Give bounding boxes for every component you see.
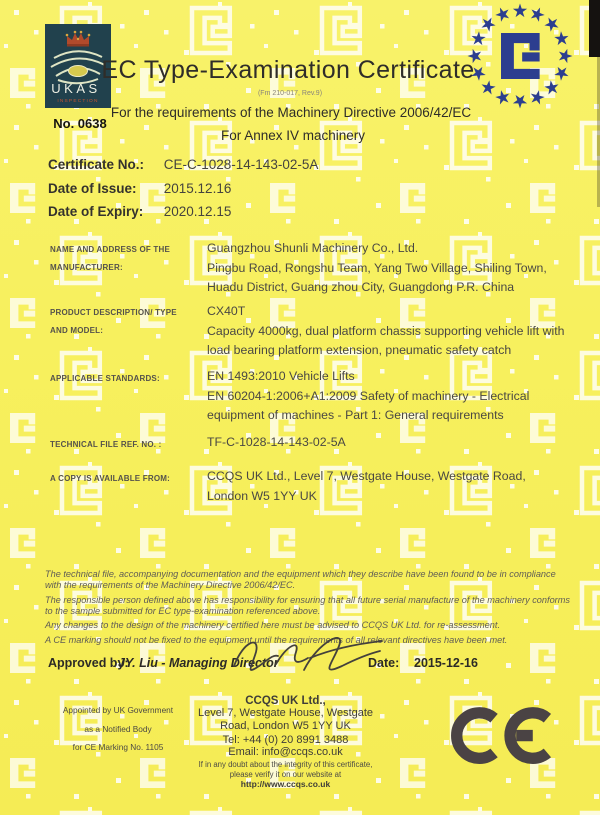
note-responsibility: The responsible person defined above has responsibility for ensuring that all future serial manufacture of the machinery conforms to the sample submitted for EC type-examination referenced above. <box>45 594 570 616</box>
certificate-number-row <box>48 157 318 172</box>
manufacturer-value: Guangzhou Shunli Machinery Co., Ltd. Pingbu Road, Rongshu Team, Yang Two Village, Shiling Town, Huadu District, Guang zhou City, Guangdong P.R. China <box>207 241 547 294</box>
notified-body-statement: Appointed by UK Government as a Notified Body for CE Marking No. 1105 <box>62 705 174 752</box>
issuer-email: Email: info@ccqs.co.uk <box>228 746 343 758</box>
issuer-phone: Tel: +44 (0) 20 8991 3488 <box>222 734 349 746</box>
copy-available-value: CCQS UK Ltd., Level 7, Westgate House, Westgate Road, London W5 1YY UK <box>207 469 526 503</box>
certificate-number-value: CE-C-1028-14-143-02-5A <box>163 157 319 172</box>
issuer-address: Level 7, Westgate House, Westgate Road, London W5 1YY UK <box>197 707 374 732</box>
ukas-dept-label: INSPECTION <box>57 99 99 104</box>
copy-available-label: A COPY IS AVAILABLE FROM: <box>50 474 170 483</box>
certificate-title: EC Type-Examination Certificate <box>101 56 475 84</box>
date-label: Date: <box>368 656 400 670</box>
certificate-number-label: Certificate No.: <box>48 157 145 172</box>
technical-file-label: TECHNICAL FILE REF. NO. : <box>50 440 162 449</box>
approved-by-label: Approved by: <box>48 656 129 670</box>
signature <box>226 622 396 684</box>
date-of-expiry-label: Date of Expiry: <box>48 204 144 219</box>
directive-subtitle: For the requirements of the Machinery Directive 2006/42/EC <box>110 105 472 120</box>
product-description-value: CX40T Capacity 4000kg, dual platform chassis supporting vehicle lift with load bearing platform extension, pneumatic safety catch <box>207 304 565 357</box>
note-changes: Any changes to the design of the machinery certified here must be advised to CCQS UK Ltd. for re-assessment. <box>45 620 501 630</box>
note-compliance: The technical file, accompanying documentation and the equipment which they describe have been found to be in compliance with the requirements of the Machinery Directive 2006/42/EC. <box>45 569 556 590</box>
ce-mark <box>448 703 566 769</box>
date-of-issue-value: 2015.12.16 <box>163 181 232 196</box>
ukas-org-label: UKAS <box>51 81 101 96</box>
date-of-issue-row <box>48 181 231 196</box>
date-of-expiry-value: 2020.12.15 <box>163 204 232 219</box>
scan-artifact-strip <box>589 0 600 57</box>
product-description-label: PRODUCT DESCRIPTION/ TYPE AND MODEL: <box>50 308 177 335</box>
approval-date-value: 2015-12-16 <box>414 656 478 670</box>
applicable-standards-label: APPLICABLE STANDARDS: <box>50 374 160 383</box>
technical-file-value: TF-C-1028-14-143-02-5A <box>207 435 346 449</box>
approver-name: JY. Liu - Managing Director <box>118 656 279 670</box>
issuer-company-name: CCQS UK Ltd., <box>245 695 326 707</box>
issuer-website: http://www.ccqs.co.uk <box>240 779 331 789</box>
date-of-issue-label: Date of Issue: <box>48 181 137 196</box>
form-reference: (Fm 210-017, Rev.9) <box>257 90 323 97</box>
verification-note: If in any doubt about the integrity of this certificate, please verify it on our website at <box>198 760 373 779</box>
annex-subtitle: For Annex IV machinery <box>220 128 366 143</box>
date-of-expiry-row <box>48 204 231 219</box>
applicable-standards-value: EN 1493:2010 Vehicle Lifts EN 60204-1:2006+A1:2009 Safety of machinery - Electrical equipment of machines - Part 1: General requirements <box>207 369 530 422</box>
issuer-contact-block <box>183 695 388 789</box>
notified-body-number: No. 0638 <box>53 116 107 131</box>
manufacturer-label: NAME AND ADDRESS OF THE MANUFACTURER: <box>50 245 171 272</box>
note-ce-marking: A CE marking should not be fixed to the equipment until the requirements of all relevant directives have been met. <box>45 634 508 645</box>
